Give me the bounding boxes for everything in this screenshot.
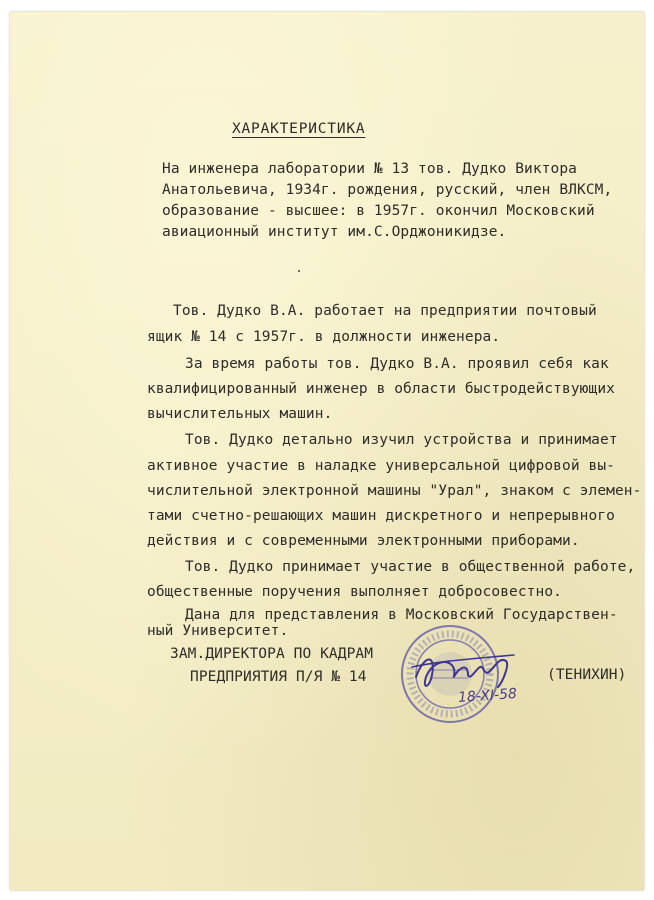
document-page <box>10 12 644 890</box>
body-line-9: тами счетно-решающих машин дискретного и непрерывного <box>147 508 615 524</box>
intro-line-4: авиационный институт им.С.Орджоникидзе. <box>162 224 507 240</box>
body-line-2: ящик № 14 с 1957г. в должности инженера. <box>147 329 501 345</box>
body-line-7: активное участие в наладке универсальной цифровой вы- <box>147 458 615 474</box>
body-line-4: квалифицированный инженер в области быстродействующих <box>147 381 615 397</box>
signer-position-line-1: ЗАМ.ДИРЕКТОРА ПО КАДРАМ <box>170 646 374 662</box>
body-line-1: Тов. Дудко В.А. работает на предприятии почтовый <box>173 303 597 319</box>
signer-position-line-2: ПРЕДПРИЯТИЯ П/Я № 14 <box>190 669 367 685</box>
body-line-5: вычислительных машин. <box>147 406 333 422</box>
document-title: ХАРАКТЕРИСТИКА <box>232 121 366 137</box>
intro-line-2: Анатольевича, 1934г. рождения, русский, член ВЛКСМ, <box>162 182 613 198</box>
stray-ink-dot <box>298 270 300 272</box>
body-line-13: Дана для представления в Московский Государствен- <box>185 607 618 623</box>
body-line-11: Тов. Дудко принимает участие в общественной работе, <box>185 559 636 575</box>
body-line-12: общественные поручения выполняет добросовестно. <box>147 584 562 600</box>
body-line-14: ный Университет. <box>147 623 289 639</box>
body-line-6: Тов. Дудко детально изучил устройства и принимает <box>185 432 618 448</box>
intro-line-1: На инженера лаборатории № 13 тов. Дудко Виктора <box>162 161 577 177</box>
handwritten-date: 18-XI-58 <box>457 685 518 707</box>
body-line-3: За время работы тов. Дудко В.А. проявил себя как <box>185 356 609 372</box>
body-line-8: числительной электронной машины "Урал", знаком с элемен- <box>147 483 642 499</box>
signer-name: (ТЕНИХИН) <box>547 667 627 683</box>
intro-line-3: образование - высшее: в 1957г. окончил Московский <box>162 203 595 219</box>
body-line-10: действия и с современными электронными приборами. <box>147 533 580 549</box>
